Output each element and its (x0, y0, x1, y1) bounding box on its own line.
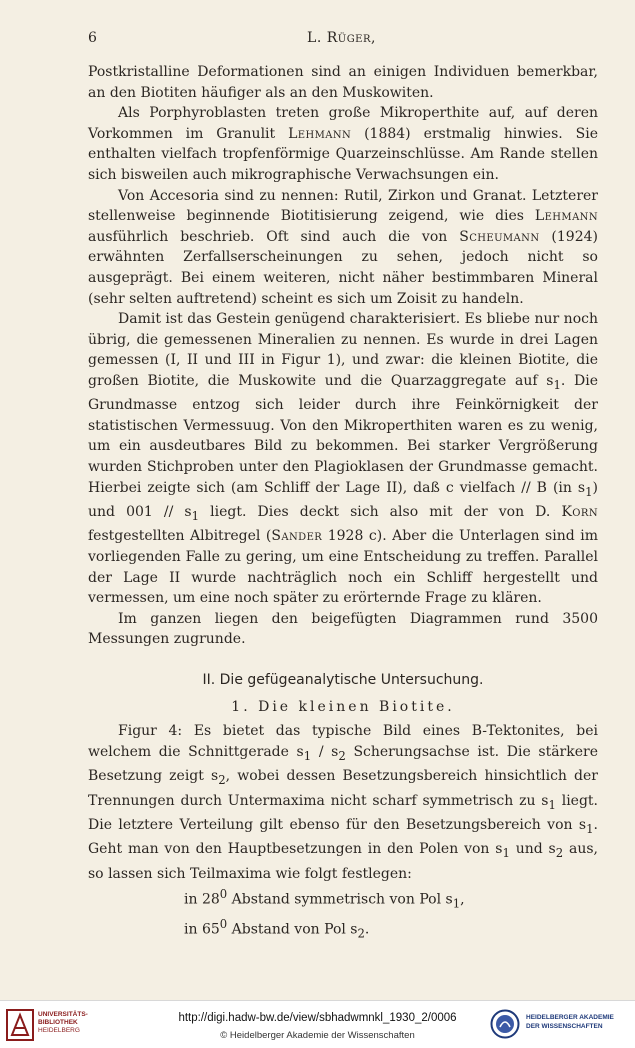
running-head-author: L. Rüger, (307, 30, 376, 46)
paragraph-4: Damit ist das Gestein genügend charakterisiert. Es bliebe nur noch übrig, die gemessenen Mineralien zu nennen. Es wurde in drei Lagen gemessen (I, II und III in Figur 1), und zwar: die kleinen Biotite, die großen Biotite, die Muskowite und die Quarzaggregate auf $s_1$. Die Grundmasse entzog sich leider durch ihre Feinkörnigkeit der statistischen Vermessuug. Von den Mikroperthiten waren es zu wenig, um ein ausdeutbares Bild zu bekommen. Bei starker Vergrößerung wurden Stichproben unter den Plagioklasen der Grundmasse gemacht. Hierbei zeigte sich (am Schliff der Lage II), daß c vielfach // B (in $s_1$) und $001 // s_1$ liegt. Dies deckt sich also mit der von D. Korn festgestellten Albitregel (Sander 1928 c). Aber die Unterlagen sind im vorliegenden Falle zu gering, um eine Entscheidung zu treffen. Parallel der Lage II wurde nachträglich noch ein Schliff hergestellt und vermessen, um eine noch später zu erörternde Frage zu klären. (88, 311, 599, 607)
section-heading: II. Die gefügeanalytische Untersuchung. (202, 672, 484, 689)
permalink-url[interactable]: http://digi.hadw-bw.de/view/sbhadwmnkl_1930_2/0006 (178, 1012, 457, 1024)
copyright-notice: © Heidelberger Akademie der Wissenschaften (220, 1030, 415, 1041)
viewer-footer (0, 1000, 635, 1048)
paragraph-1: Postkristalline Deformationen sind an einigen Individuen bemerkbar, an den Biotiten häufiger als an den Muskowiten. (88, 64, 598, 101)
paragraph-6: Figur 4: Es bietet das typische Bild eines B-Tektonites, bei welchem die Schnittgerade $s_1 / s_2$ Scherungsachse ist. Die stärkere Besetzung zeigt $s_2$, wobei dessen Besetzungsbereich hinsichtlich der Trennungen durch Untermaxima nicht scharf symmetrisch zu $s_1$ liegt. Die letztere Verteilung gilt ebenso für den Besetzungsbereich von $s_1$. Geht man von den Hauptbesetzungen in den Polen von $s_1$ und $s_2$ aus, so lassen sich Teilmaxima wie folgt festlegen: (88, 723, 598, 882)
paragraph-2: Als Porphyroblasten treten große Mikroperthite auf, auf deren Vorkommen im Granulit Lehmann (1884) erstmalig hinwies. Sie enthalten vielfach tropfenförmige Quarzeinschlüsse. Am Rande stellen sich bisweilen auch mikrographische Verwachsungen ein. (88, 105, 598, 183)
university-library-logo-icon[interactable] (6, 1009, 34, 1041)
paragraph-3: Von Accesoria sind zu nennen: Rutil, Zirkon und Granat. Letzterer stellenweise beginnende Biotitisierung zeigend, wie dies Lehmann ausführlich beschrieb. Oft sind auch die von Scheumann (1924) erwähnten Zerfallserscheinungen zu sehen, jedoch nicht so ausgeprägt. Bei einem weiteren, nicht näher bestimmbaren Mineral (sehr selten auftretend) scheint es sich um Zoisit zu handeln. (88, 187, 598, 307)
paragraph-5: Im ganzen liegen den beigefügten Diagrammen rund 3500 Messungen zugrunde. (88, 610, 598, 648)
list-line-1: in $28^0$ Abstand symmetrisch von Pol $s_1$, (184, 887, 465, 911)
body-text (88, 62, 598, 944)
university-library-name: UNIVERSITÄTS- BIBLIOTHEK HEIDELBERG (38, 1011, 88, 1034)
subsection-heading: 1. Die kleinen Biotite. (231, 698, 455, 715)
academy-seal-icon[interactable] (490, 1009, 520, 1039)
academy-name: HEIDELBERGER AKADEMIE DER WISSENSCHAFTEN (526, 1014, 614, 1030)
page-number: 6 (88, 30, 98, 46)
list-line-2: in $65^0$ Abstand von Pol $s_2$. (184, 917, 370, 941)
